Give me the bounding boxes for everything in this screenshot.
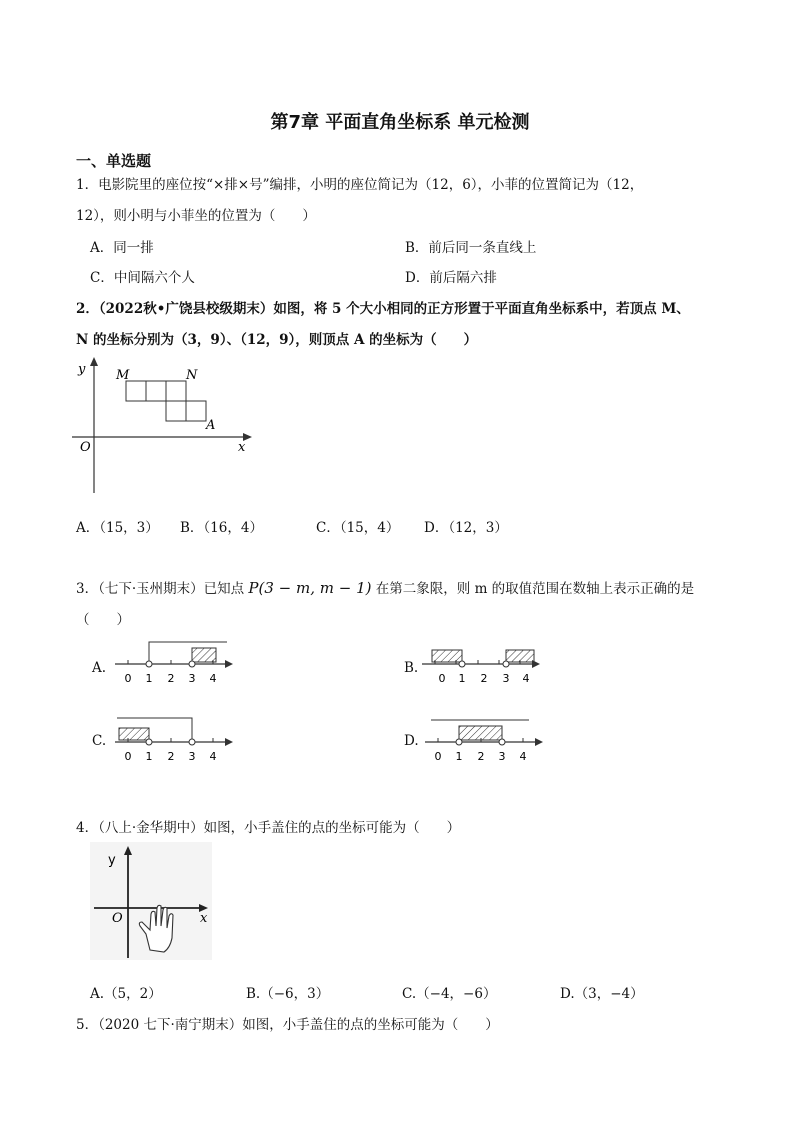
q4-option-d: D.（3，−4）	[560, 986, 644, 1002]
q2-fig-m-label: M	[116, 368, 130, 383]
q2-option-a: A．（15，3）	[76, 520, 159, 536]
q3-option-d-label: D.	[404, 733, 419, 749]
q2-option-d: D．（12，3）	[424, 520, 508, 536]
q3-numberline-c	[115, 712, 240, 764]
tick-2: 2	[477, 750, 485, 763]
tick-0: 0	[438, 672, 446, 685]
q2-fig-n-label: N	[186, 368, 198, 383]
q1-option-b: B．前后同一条直线上	[405, 240, 537, 256]
tick-4: 4	[522, 672, 530, 685]
q3-text-pre: 3．（七下·玉州期末）已知点	[76, 581, 249, 597]
q2-text-line2: N 的坐标分别为（3，9）、（12，9），则顶点 A 的坐标为（ ）	[76, 332, 478, 348]
q3-formula: P(3 − m, m − 1)	[248, 579, 372, 597]
q4-fig-y-label: y	[108, 853, 116, 868]
q3-option-a-label: A.	[92, 660, 107, 676]
q4-figure	[90, 842, 215, 962]
tick-1: 1	[458, 672, 466, 685]
tick-0: 0	[124, 750, 132, 763]
tick-1: 1	[145, 750, 153, 763]
q2-fig-a-label: A	[206, 418, 216, 433]
q1-option-d: D．前后隔六排	[405, 270, 497, 286]
q4-text-line1: 4．（八上·金华期中）如图，小手盖住的点的坐标可能为（ ）	[76, 820, 461, 836]
tick-3: 3	[498, 750, 506, 763]
q4-fig-x-label: x	[200, 911, 208, 926]
q3-text-line1	[76, 577, 694, 597]
q3-numberline-b	[422, 638, 547, 690]
q2-fig-origin-label: O	[80, 440, 91, 455]
tick-4: 4	[209, 672, 217, 685]
q4-option-c: C.（−4，−6）	[402, 986, 497, 1002]
q4-fig-origin-label: O	[112, 911, 123, 926]
q1-text-line2: 12），则小明与小菲坐的位置为（ ）	[76, 208, 316, 224]
tick-0: 0	[124, 672, 132, 685]
tick-3: 3	[188, 672, 196, 685]
q2-text-line1: 2．（2022秋•广饶县校级期末）如图，将 5 个大小相同的正方形置于平面直角坐标系中，若顶点 M、	[76, 301, 690, 317]
q1-option-a: A．同一排	[90, 240, 154, 256]
section-heading: 一、单选题	[76, 152, 152, 170]
page-title: 第7章 平面直角坐标系 单元检测	[270, 112, 530, 133]
tick-2: 2	[480, 672, 488, 685]
q1-option-c: C．中间隔六个人	[90, 270, 195, 286]
tick-3: 3	[502, 672, 510, 685]
q2-option-c: C．（15，4）	[316, 520, 400, 536]
tick-0: 0	[434, 750, 442, 763]
tick-2: 2	[167, 750, 175, 763]
q1-text-line1: 1．电影院里的座位按“×排×号”编排，小明的座位简记为（12，6），小菲的位置简记为（12，	[76, 177, 644, 193]
q3-numberline-d	[425, 712, 550, 764]
q3-option-b-label: B.	[404, 660, 419, 676]
tick-4: 4	[519, 750, 527, 763]
tick-4: 4	[209, 750, 217, 763]
q2-fig-x-label: x	[238, 440, 246, 455]
q5-text-line1: 5．（2020 七下·南宁期末）如图，小手盖住的点的坐标可能为（ ）	[76, 1017, 499, 1033]
tick-2: 2	[167, 672, 175, 685]
tick-1: 1	[455, 750, 463, 763]
q3-option-c-label: C.	[92, 733, 107, 749]
q2-fig-y-label: y	[78, 362, 86, 377]
tick-1: 1	[145, 672, 153, 685]
q2-option-b: B．（16，4）	[180, 520, 263, 536]
q4-option-b: B.（−6，3）	[246, 986, 330, 1002]
q2-figure	[66, 355, 256, 500]
tick-3: 3	[188, 750, 196, 763]
q4-option-a: A.（5，2）	[90, 986, 162, 1002]
q3-text-line2: （ ）	[76, 612, 130, 628]
q3-numberline-a	[115, 638, 240, 690]
q3-text-post: 在第二象限，则 m 的取值范围在数轴上表示正确的是	[371, 581, 695, 597]
